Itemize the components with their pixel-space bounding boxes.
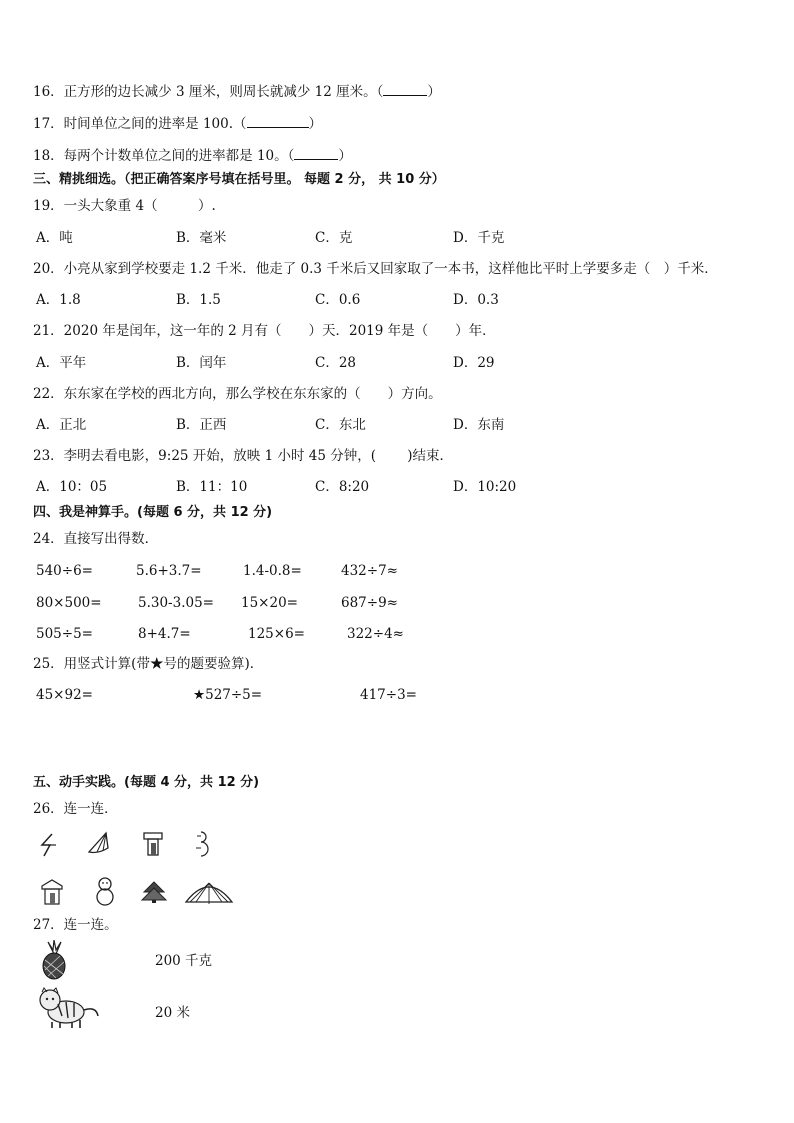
- question-23: 23．李明去看电影，9:25 开始，放映 1 小时 45 分钟，( )结束．: [33, 448, 454, 464]
- lightning-view-icon[interactable]: [38, 832, 60, 858]
- umbrella-icon[interactable]: [184, 880, 234, 906]
- calc-item: 125×6=: [248, 626, 305, 642]
- question-21: 21．2020 年是闰年，这一年的 2 月有（ ）天．2019 年是（ ）年．: [33, 323, 496, 339]
- q23-option-d[interactable]: D．10:20: [453, 479, 517, 495]
- q20-option-c[interactable]: C．0.6: [315, 292, 361, 308]
- question-22: 22．东东家在学校的西北方向，那么学校在东东家的（ ）方向。: [33, 386, 442, 402]
- answer-blank[interactable]: [247, 114, 309, 128]
- q21-option-a[interactable]: A．平年: [36, 355, 87, 371]
- q20-option-d[interactable]: D．0.3: [453, 292, 499, 308]
- calc-item: 5.30-3.05=: [138, 595, 214, 611]
- calc-item: 540÷6=: [36, 563, 93, 579]
- q22-option-c[interactable]: C．东北: [315, 417, 366, 433]
- vertical-calc-item: ★527÷5=: [193, 687, 263, 703]
- question-17: 17．时间单位之间的进率是 100.（ ）: [33, 116, 323, 132]
- house-side-view-icon[interactable]: [141, 830, 165, 858]
- question-27: 27．连一连。: [33, 917, 118, 933]
- q23-option-a[interactable]: A．10：05: [36, 479, 108, 495]
- q19-option-b[interactable]: B．毫米: [176, 230, 227, 246]
- section-5-heading: 五、动手实践。(每题 4 分，共 12 分): [33, 775, 260, 790]
- umbrella-side-view-icon[interactable]: [86, 830, 112, 856]
- question-26: 26．连一连．: [33, 801, 118, 817]
- q27-label-length[interactable]: 20 米: [155, 1005, 190, 1021]
- vertical-calc-item: 417÷3=: [360, 687, 417, 703]
- question-24: 24．直接写出得数．: [33, 531, 159, 547]
- tiger-icon[interactable]: [36, 986, 102, 1030]
- q23-option-b[interactable]: B．11：10: [176, 479, 248, 495]
- q21-option-d[interactable]: D．29: [453, 355, 495, 371]
- snowman-side-view-icon[interactable]: [193, 830, 209, 858]
- calc-item: 5.6+3.7=: [136, 563, 202, 579]
- question-19: 19．一头大象重 4（ ）.: [33, 198, 216, 214]
- q20-option-a[interactable]: A．1.8: [36, 292, 81, 308]
- calc-item: 322÷4≈: [347, 626, 404, 642]
- question-20: 20．小亮从家到学校要走 1.2 千米．他走了 0.3 千米后又回家取了一本书，这样他比平时上学要多走（ ）千米．: [33, 261, 718, 277]
- section-3-heading: 三、精挑细选。（把正确答案序号填在括号里。 每题 2 分， 共 10 分）: [33, 172, 445, 187]
- q22-option-b[interactable]: B．正西: [176, 417, 227, 433]
- calc-item: 80×500=: [36, 595, 102, 611]
- q22-option-a[interactable]: A．正北: [36, 417, 87, 433]
- section-4-heading: 四、我是神算手。(每题 6 分，共 12 分): [33, 505, 273, 520]
- house-icon[interactable]: [38, 878, 66, 906]
- q23-option-c[interactable]: C．8:20: [315, 479, 370, 495]
- calc-item: 1.4-0.8=: [243, 563, 302, 579]
- q19-option-c[interactable]: C．克: [315, 230, 353, 246]
- q21-option-b[interactable]: B．闰年: [176, 355, 227, 371]
- calc-item: 8+4.7=: [138, 626, 191, 642]
- answer-blank[interactable]: [383, 82, 427, 96]
- calc-item: 15×20=: [241, 595, 298, 611]
- q20-option-b[interactable]: B．1.5: [176, 292, 221, 308]
- vertical-calc-item: 45×92=: [36, 687, 93, 703]
- q19-option-d[interactable]: D．千克: [453, 230, 505, 246]
- question-25: 25．用竖式计算(带★号的题要验算)．: [33, 656, 264, 672]
- q27-label-weight[interactable]: 200 千克: [155, 953, 213, 969]
- question-18: 18．每两个计数单位之间的进率都是 10。（ ）: [33, 148, 352, 164]
- pineapple-icon[interactable]: [36, 940, 72, 980]
- q19-option-a[interactable]: A．吨: [36, 230, 73, 246]
- q21-option-c[interactable]: C．28: [315, 355, 357, 371]
- calc-item: 687÷9≈: [341, 595, 398, 611]
- pine-tree-icon[interactable]: [140, 880, 168, 904]
- q22-option-d[interactable]: D．东南: [453, 417, 505, 433]
- calc-item: 505÷5=: [36, 626, 93, 642]
- answer-blank[interactable]: [294, 146, 338, 160]
- calc-item: 432÷7≈: [341, 563, 398, 579]
- question-16: 16．正方形的边长减少 3 厘米，则周长就减少 12 厘米。（ ）: [33, 84, 441, 100]
- snowman-icon[interactable]: [94, 876, 116, 906]
